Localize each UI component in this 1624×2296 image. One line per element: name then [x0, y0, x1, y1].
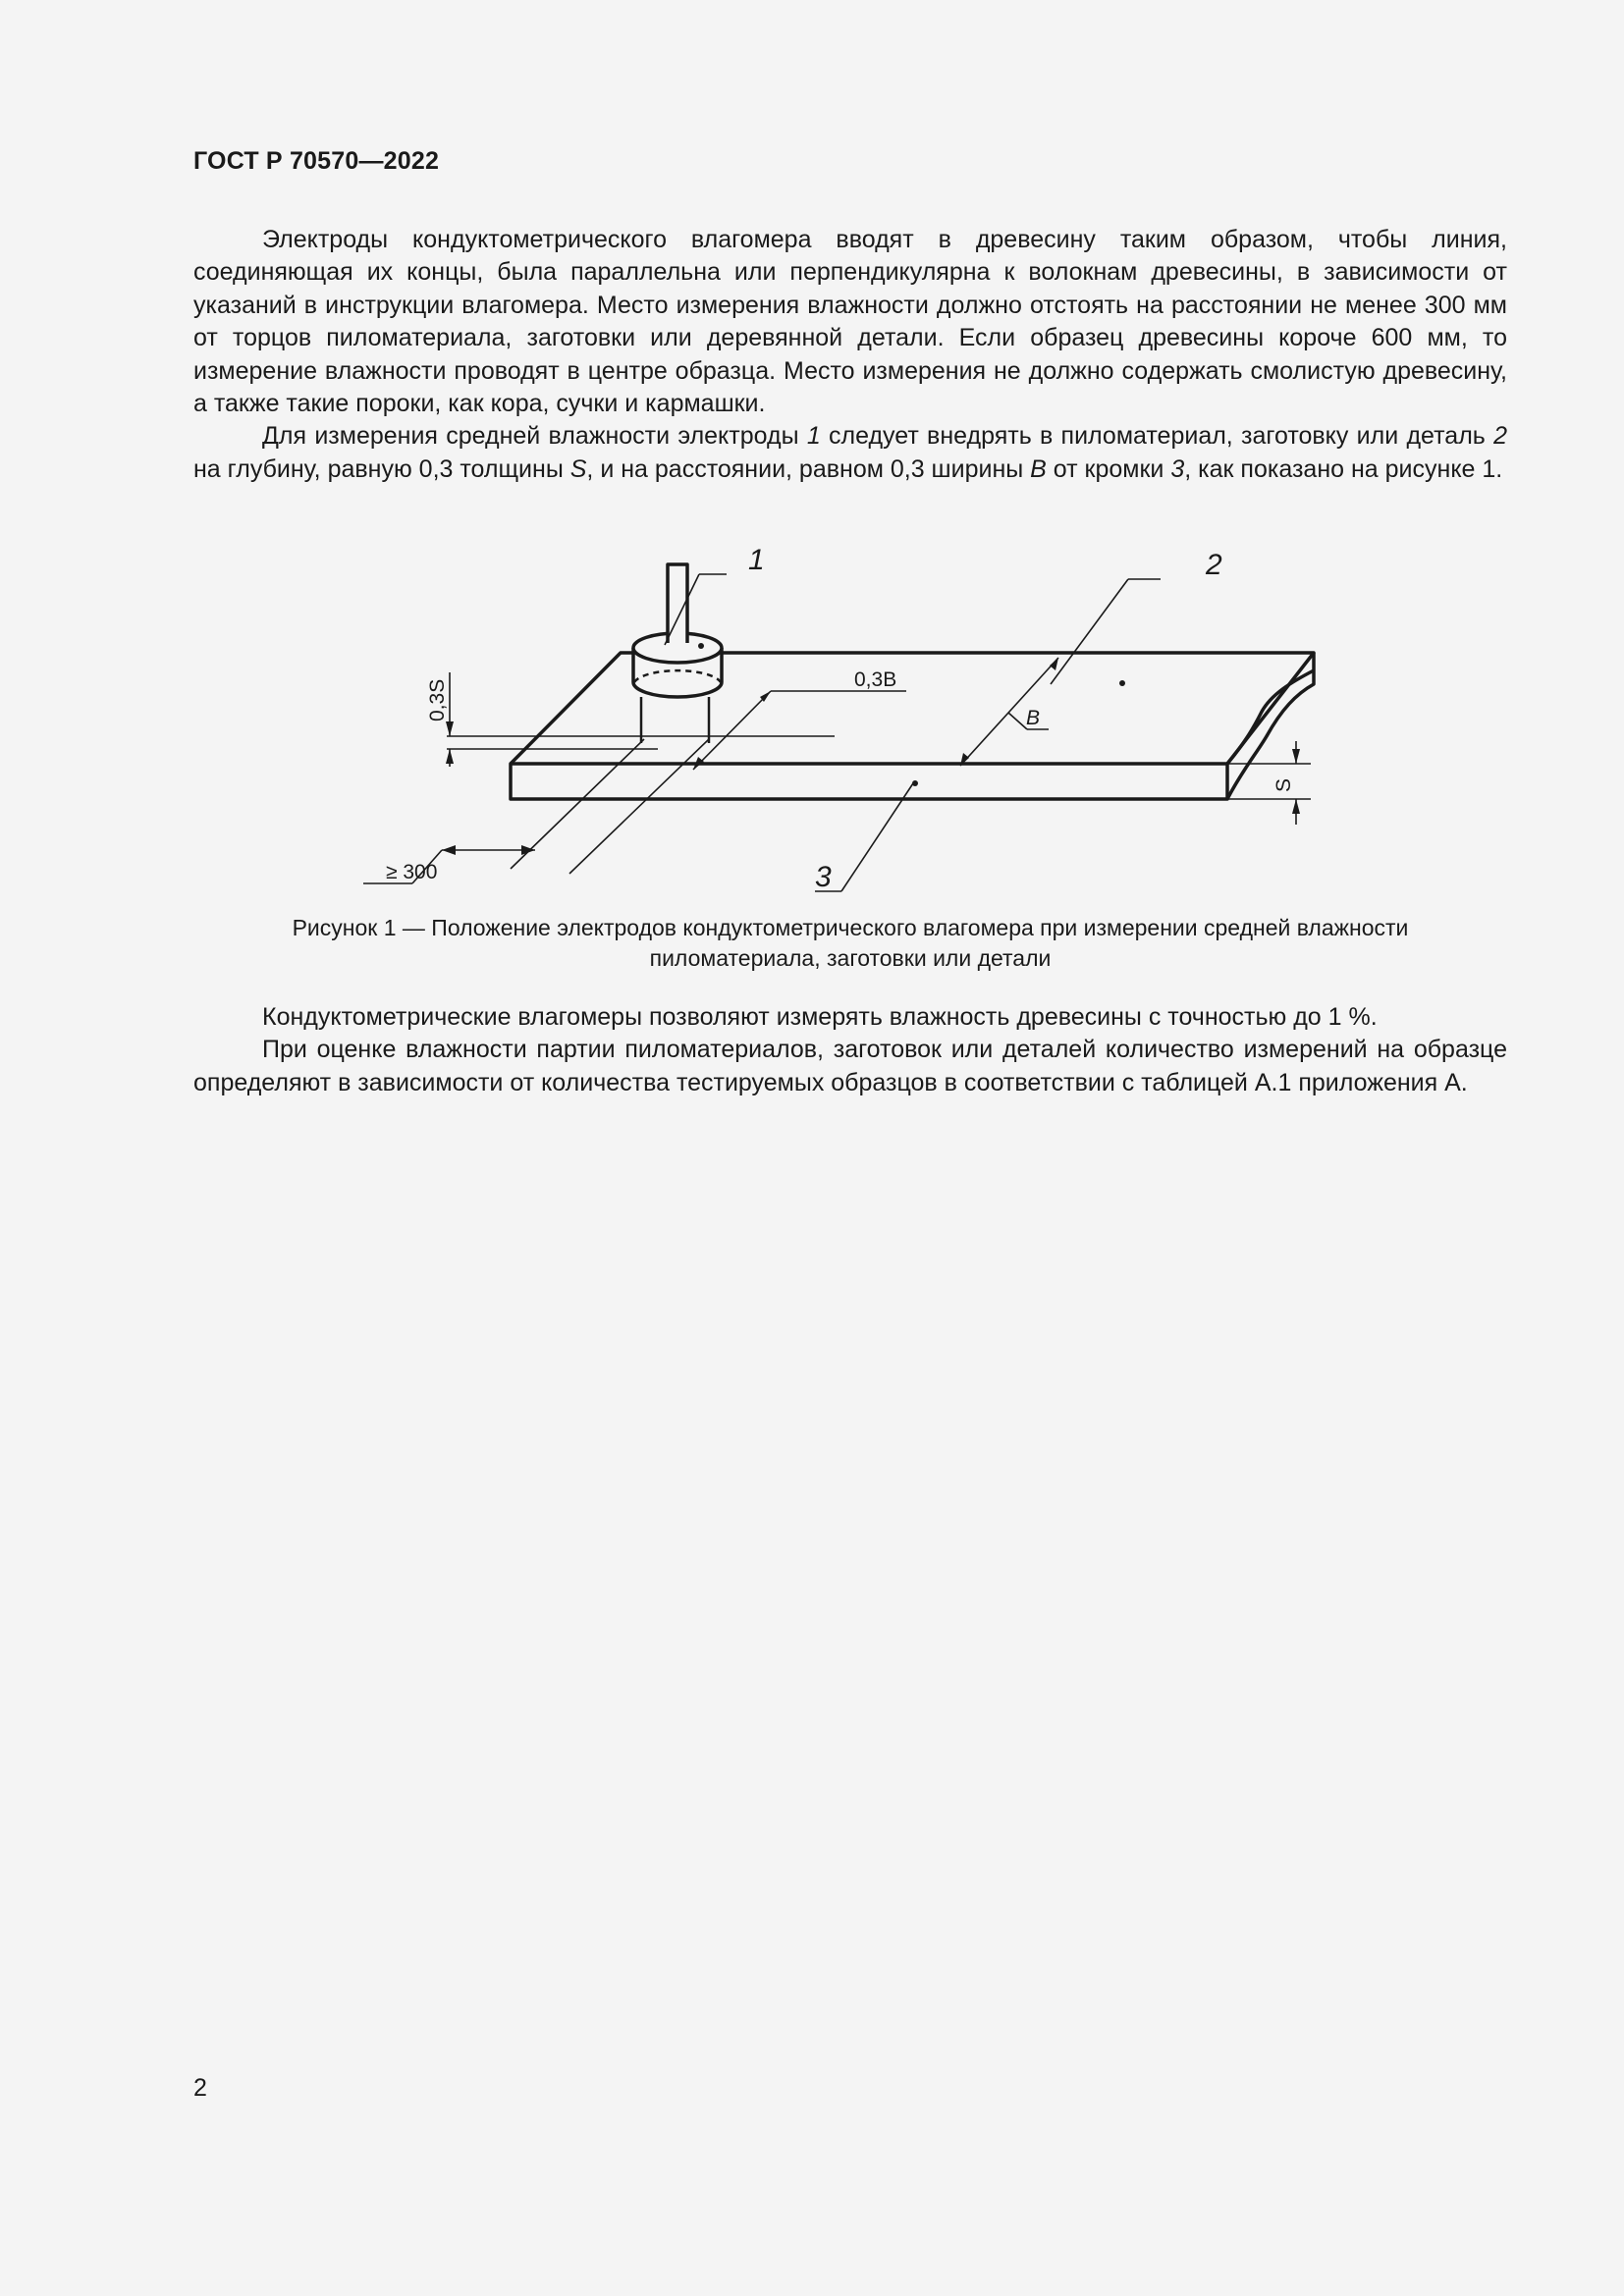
ref-width: B — [1030, 454, 1047, 483]
figure-electrode-position — [363, 535, 1365, 903]
paragraph-electrode-placement: Электроды кондуктометрического влагомера вводят в древесину таким образом, чтобы линия, соединяющая их концы, была параллельна или перпендикулярна к волокнам древесины, в зависимости от указаний в инструкции влагомера. Место измерения влажности должно отстоять на расстоянии не менее 300 мм от торцов пиломатериала, заготовки или деревянной детали. Если образец древесины короче 600 мм, то измерение влажности проводят в центре образца. Место измерения не должно содержать смолистую древесину, а также такие пороки, как кора, сучки и кармашки. — [193, 226, 1507, 418]
document-header: ГОСТ Р 70570—2022 — [193, 147, 440, 175]
dim-300-label: ≥ 300 — [386, 861, 438, 883]
figure-caption — [193, 913, 1507, 974]
paragraph-average-moisture: Для измерения средней влажности электроды 1 следует внедрять в пиломатериал, заготовку или деталь 2 на глубину, равную 0,3 толщины S, и на расстоянии, равном 0,3 ширины B от кромки 3, как показано на рисунке 1. — [193, 422, 1507, 483]
ref-part: 2 — [1493, 422, 1507, 451]
board-end-face — [1227, 653, 1314, 799]
board-front-face — [511, 764, 1227, 799]
caption-line-1: Рисунок 1 — Положение электродов кондуктометрического влагомера при измерении средней влажности — [292, 915, 1409, 940]
body-text-top — [193, 224, 1507, 486]
callout-2-label: 2 — [1206, 549, 1222, 581]
ref-edge: 3 — [1170, 454, 1185, 483]
ref-electrodes: 1 — [806, 422, 821, 451]
dim-03b-label: 0,3B — [854, 668, 897, 691]
figure-drawing — [363, 535, 1365, 898]
caption-line-2: пиломатериала, заготовки или детали — [649, 945, 1052, 971]
body-text-bottom — [193, 1001, 1507, 1099]
paragraph-batch-measurements: При оценке влажности партии пиломатериалов, заготовок или деталей количество измерений на образце определяют в зависимости от количества тестируемых образцов в соответствии с таблицей А.1 приложения А. — [193, 1036, 1507, 1096]
page-number: 2 — [193, 2074, 207, 2102]
dim-s-label: S — [1272, 777, 1295, 792]
dim-b-label: B — [1026, 707, 1041, 729]
board-top-face — [511, 653, 1314, 764]
ref-thickness: S — [569, 454, 587, 483]
callout-3-label: 3 — [815, 861, 832, 893]
dim-03s-label: 0,3S — [426, 678, 449, 721]
paragraph-accuracy: Кондуктометрические влагомеры позволяют измерять влажность древесины с точностью до 1 %. — [262, 1003, 1378, 1031]
callout-1-label: 1 — [748, 544, 765, 576]
